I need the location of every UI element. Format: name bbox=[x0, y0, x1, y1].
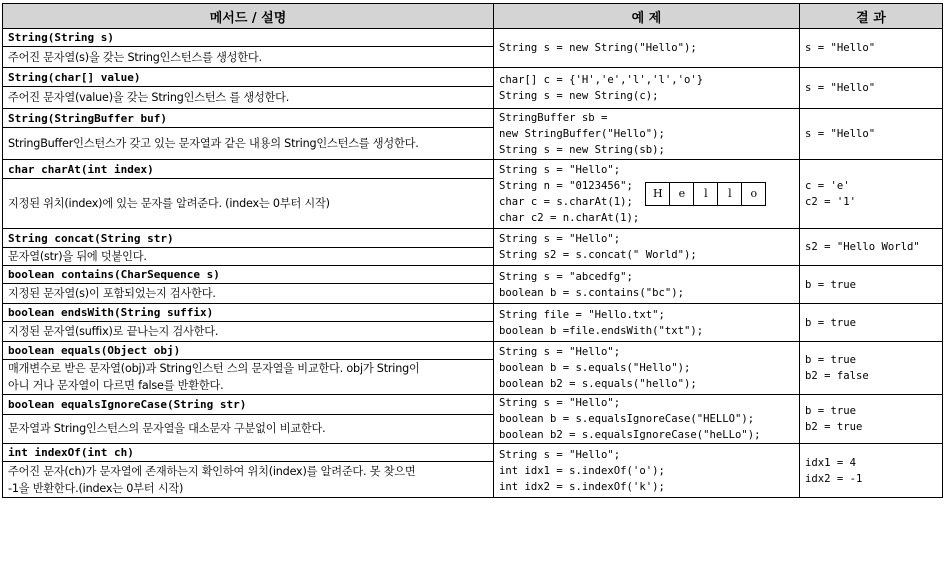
method-signature: String(StringBuffer buf) bbox=[3, 109, 494, 128]
table-row bbox=[3, 109, 943, 128]
example-line: int idx2 = s.indexOf('k'); bbox=[499, 480, 665, 493]
result-value bbox=[800, 395, 943, 444]
method-description bbox=[3, 47, 494, 68]
char-cell: l bbox=[717, 183, 741, 205]
char-cell: o bbox=[741, 183, 765, 205]
header-result: 결 과 bbox=[800, 4, 943, 29]
example-code bbox=[494, 444, 800, 498]
description-line: 문자열(str)을 뒤에 덧붙인다. bbox=[8, 250, 147, 263]
method-description bbox=[3, 360, 494, 395]
method-signature: boolean endsWith(String suffix) bbox=[3, 304, 494, 322]
example-line: String n = "0123456"; bbox=[499, 180, 633, 192]
example-line: boolean b =file.endsWith("txt"); bbox=[499, 324, 704, 337]
method-description bbox=[3, 128, 494, 160]
method-signature: boolean equalsIgnoreCase(String str) bbox=[3, 395, 494, 415]
char-cell: H bbox=[653, 187, 663, 200]
method-description bbox=[3, 322, 494, 342]
result-line: c = 'e' bbox=[805, 180, 850, 192]
method-signature: boolean equals(Object obj) bbox=[3, 342, 494, 360]
example-line: String s = "abcedfg"; bbox=[499, 270, 633, 283]
char-cell: l bbox=[693, 183, 717, 205]
example-code bbox=[494, 229, 800, 266]
result-value bbox=[800, 29, 943, 68]
example-line: boolean b = s.contains("bc"); bbox=[499, 286, 684, 299]
description-line: 지정된 문자열(suffix)로 끝나는지 검사한다. bbox=[8, 325, 219, 338]
example-line: StringBuffer sb = bbox=[499, 112, 608, 124]
description-line: StringBuffer인스턴스가 갖고 있는 문자열과 같은 내용의 String인스턴스를 생성한다. bbox=[8, 137, 419, 150]
method-signature: int indexOf(int ch) bbox=[3, 444, 494, 462]
description-line: 매개변수로 받은 문자열(obj)과 String인스턴 스의 문자열을 비교한다. obj가 String이 bbox=[8, 362, 420, 375]
example-line: char[] c = {'H','e','l','l','o'} bbox=[499, 74, 704, 86]
table-row bbox=[3, 342, 943, 360]
method-signature: boolean contains(CharSequence s) bbox=[3, 266, 494, 284]
result-value bbox=[800, 444, 943, 498]
table-row bbox=[3, 444, 943, 462]
result-line: b2 = true bbox=[805, 421, 863, 433]
example-code bbox=[494, 304, 800, 342]
result-line: b = true bbox=[805, 278, 857, 291]
example-line: new StringBuffer("Hello"); bbox=[499, 128, 665, 140]
result-value bbox=[800, 342, 943, 395]
char-array-diagram bbox=[645, 182, 766, 206]
table-row bbox=[3, 68, 943, 87]
result-value bbox=[800, 109, 943, 160]
table-row bbox=[3, 229, 943, 248]
result-line: c2 = '1' bbox=[805, 196, 857, 208]
method-signature: String(String s) bbox=[3, 29, 494, 47]
result-line: idx1 = 4 bbox=[805, 456, 857, 469]
method-description bbox=[3, 284, 494, 304]
example-line: char c2 = n.charAt(1); bbox=[499, 212, 640, 224]
result-line: s = "Hello" bbox=[805, 42, 876, 54]
table-row bbox=[3, 266, 943, 284]
result-value bbox=[800, 304, 943, 342]
description-line: 지정된 위치(index)에 있는 문자를 알려준다. (index는 0부터 시작) bbox=[8, 197, 330, 210]
description-line: 지정된 문자열(s)이 포함되었는지 검사한다. bbox=[8, 287, 216, 300]
result-value bbox=[800, 266, 943, 304]
method-description bbox=[3, 179, 494, 229]
result-line: idx2 = -1 bbox=[805, 472, 863, 485]
description-line: 아니 거나 문자열이 다르면 false를 반환한다. bbox=[8, 379, 224, 392]
example-line: String s = "Hello"; bbox=[499, 346, 621, 358]
result-value bbox=[800, 68, 943, 109]
method-description bbox=[3, 87, 494, 109]
table-row bbox=[3, 304, 943, 322]
example-line: boolean b = s.equals("Hello"); bbox=[499, 362, 691, 374]
result-line: b = true bbox=[805, 405, 857, 417]
example-code bbox=[494, 342, 800, 395]
description-line: -1을 반환한다.(index는 0부터 시작) bbox=[8, 481, 184, 495]
result-line: s = "Hello" bbox=[805, 128, 876, 140]
description-line: 주어진 문자열(value)을 갖는 String인스턴스 를 생성한다. bbox=[8, 91, 290, 104]
example-code bbox=[494, 68, 800, 109]
description-line: 문자열과 String인스턴스의 문자열을 대소문자 구분없이 비교한다. bbox=[8, 422, 326, 436]
result-line: b = true bbox=[805, 316, 857, 329]
result-line: b2 = false bbox=[805, 370, 869, 382]
string-methods-table bbox=[2, 3, 943, 498]
example-line: int idx1 = s.indexOf('o'); bbox=[499, 464, 665, 477]
description-line: 주어진 문자(ch)가 문자열에 존재하는지 확인하여 위치(index)를 알려준다. 못 찾으면 bbox=[8, 464, 416, 478]
header-row bbox=[3, 4, 943, 29]
table-row bbox=[3, 29, 943, 47]
result-line: s = "Hello" bbox=[805, 82, 876, 94]
example-line: char c = s.charAt(1); bbox=[499, 196, 633, 208]
example-code bbox=[494, 395, 800, 444]
example-line: boolean b2 = s.equals("hello"); bbox=[499, 378, 697, 390]
table-row bbox=[3, 395, 943, 415]
description-line: 주어진 문자열(s)을 갖는 String인스턴스를 생성한다. bbox=[8, 50, 262, 64]
example-line: String s = new String(sb); bbox=[499, 144, 665, 156]
method-description bbox=[3, 248, 494, 266]
method-description bbox=[3, 462, 494, 498]
example-code bbox=[494, 160, 800, 229]
example-line: String s2 = s.concat(" World"); bbox=[499, 249, 697, 261]
example-line: String s = "Hello"; bbox=[499, 233, 621, 245]
result-value bbox=[800, 229, 943, 266]
result-line: s2 = "Hello World" bbox=[805, 241, 920, 253]
result-value bbox=[800, 160, 943, 229]
method-signature: String concat(String str) bbox=[3, 229, 494, 248]
example-line: String file = "Hello.txt"; bbox=[499, 308, 665, 321]
example-line: boolean b2 = s.equalsIgnoreCase("heLLo"); bbox=[499, 429, 761, 441]
example-line: String s = "Hello"; bbox=[499, 397, 621, 409]
example-code bbox=[494, 266, 800, 304]
method-signature: String(char[] value) bbox=[3, 68, 494, 87]
example-line: String s = "Hello"; bbox=[499, 448, 621, 461]
example-line: String s = new String(c); bbox=[499, 90, 659, 102]
example-line: boolean b = s.equalsIgnoreCase("HELLO"); bbox=[499, 413, 755, 425]
example-line: String s = "Hello"; bbox=[499, 164, 621, 176]
method-signature: char charAt(int index) bbox=[3, 160, 494, 179]
example-line: String s = new String("Hello"); bbox=[499, 42, 697, 54]
char-cell: e bbox=[669, 183, 693, 205]
header-example: 예 제 bbox=[494, 4, 800, 29]
header-method: 메서드 / 설명 bbox=[3, 4, 494, 29]
table-row bbox=[3, 160, 943, 179]
table-body bbox=[3, 29, 943, 498]
example-code bbox=[494, 29, 800, 68]
method-description bbox=[3, 414, 494, 443]
example-code bbox=[494, 109, 800, 160]
result-line: b = true bbox=[805, 354, 857, 366]
